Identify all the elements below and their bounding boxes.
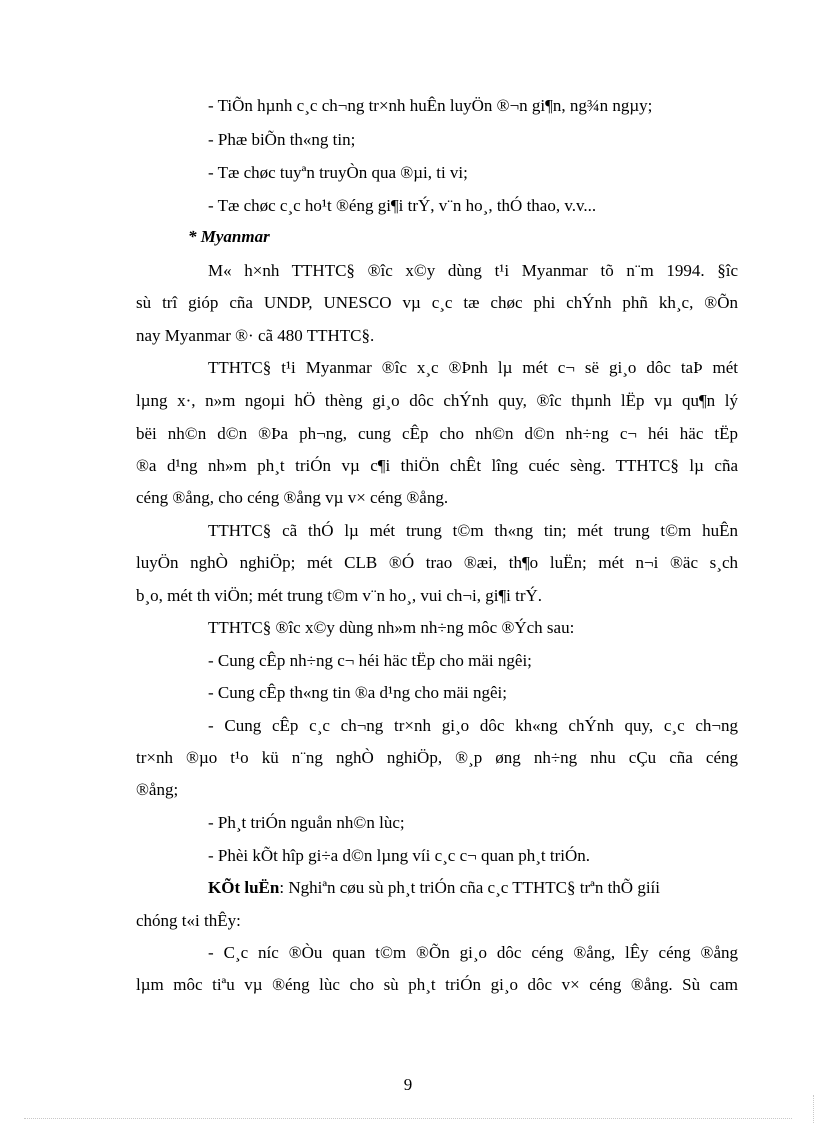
page-border-bottom (24, 1118, 792, 1119)
page-number: 9 (403, 1075, 413, 1094)
section-heading: * Myanmar (188, 227, 270, 246)
text-line: M« h×nh TTHTC§ ®îc x©y dùng t¹i Myanmar tõ n¨m 1994. §îc (208, 261, 738, 280)
text-line: TTHTC§ ®îc x©y dùng nh»m nh÷ng môc ®Ých sau: (208, 618, 575, 637)
text-line: tr×nh ®µo t¹o kü n¨ng nghÒ nghiÖp, ®¸p øng nh÷ng nhu cÇu cña céng (136, 748, 738, 767)
conclusion-text: : Nghiªn cøu sù ph¸t triÓn cña c¸c TTHTC§ trªn thÕ giíi (279, 878, 660, 897)
conclusion-label: KÕt luËn (208, 878, 280, 897)
text-line: - Phèi kÕt hîp gi÷a d©n lµng víi c¸c c¬ quan ph¸t triÓn. (208, 846, 591, 865)
page-border-corner (813, 1095, 814, 1123)
conclusion-line (208, 878, 660, 898)
text-line: - C¸c níc ®Òu quan t©m ®Õn gi¸o dôc céng ®ång, lÊy céng ®ång (208, 943, 738, 962)
text-line: sù trî gióp cña UNDP, UNESCO vµ c¸c tæ chøc phi chÝnh phñ kh¸c, ®Õn (136, 293, 738, 312)
text-line: chóng t«i thÊy: (136, 911, 241, 930)
text-line: - Cung cÊp th«ng tin ®a d¹ng cho mäi ngêi; (208, 683, 507, 702)
text-line: luyÖn nghÒ nghiÖp; mét CLB ®Ó trao ®æi, th¶o luËn; mét n¬i ®äc s¸ch (136, 553, 738, 572)
text-line: - Tæ chøc tuyªn truyÒn qua ®µi, ti vi; (208, 163, 468, 182)
text-line: b¸o, mét th viÖn; mét trung t©m v¨n ho¸, vui ch¬i, gi¶i trÝ. (136, 586, 543, 605)
text-line: céng ®ång, cho céng ®ång vµ v× céng ®ång. (136, 488, 449, 507)
text-line: - Tæ chøc c¸c ho¹t ®éng gi¶i trÝ, v¨n ho¸, thÓ thao, v.v... (208, 196, 597, 215)
text-line: bëi nh©n d©n ®Þa ph¬ng, cung cÊp cho nh©n d©n nh÷ng c¬ héi häc tËp (136, 424, 738, 443)
text-line: - Phæ biÕn th«ng tin; (208, 130, 356, 149)
text-line: - Cung cÊp c¸c ch¬ng tr×nh gi¸o dôc kh«ng chÝnh quy, c¸c ch¬ng (208, 716, 738, 735)
text-line: ®a d¹ng nh»m ph¸t triÓn vµ c¶i thiÖn chÊt lîng cuéc sèng. TTHTC§ lµ cña (136, 456, 738, 475)
text-line: - Ph¸t triÓn nguån nh©n lùc; (208, 813, 405, 832)
text-line: ®ång; (136, 780, 179, 799)
text-line: TTHTC§ t¹i Myanmar ®îc x¸c ®Þnh lµ mét c¬ së gi¸o dôc taÞ mét (208, 358, 738, 377)
text-line: nay Myanmar ®· cã 480 TTHTC§. (136, 326, 375, 345)
text-line: lµm môc tiªu vµ ®éng lùc cho sù ph¸t triÓn gi¸o dôc v× céng ®ång. Sù cam (136, 975, 738, 994)
text-line: TTHTC§ cã thÓ lµ mét trung t©m th«ng tin; mét trung t©m huÊn (208, 521, 738, 540)
text-line: - TiÕn hµnh c¸c ch¬ng tr×nh huÊn luyÖn ®¬n gi¶n, ng¾n ngµy; (208, 96, 653, 115)
text-line: - Cung cÊp nh÷ng c¬ héi häc tËp cho mäi ngêi; (208, 651, 532, 670)
text-line: lµng x·, n»m ngoµi hÖ thèng gi¸o dôc chÝnh quy, ®îc thµnh lËp vµ qu¶n lý (136, 391, 738, 410)
